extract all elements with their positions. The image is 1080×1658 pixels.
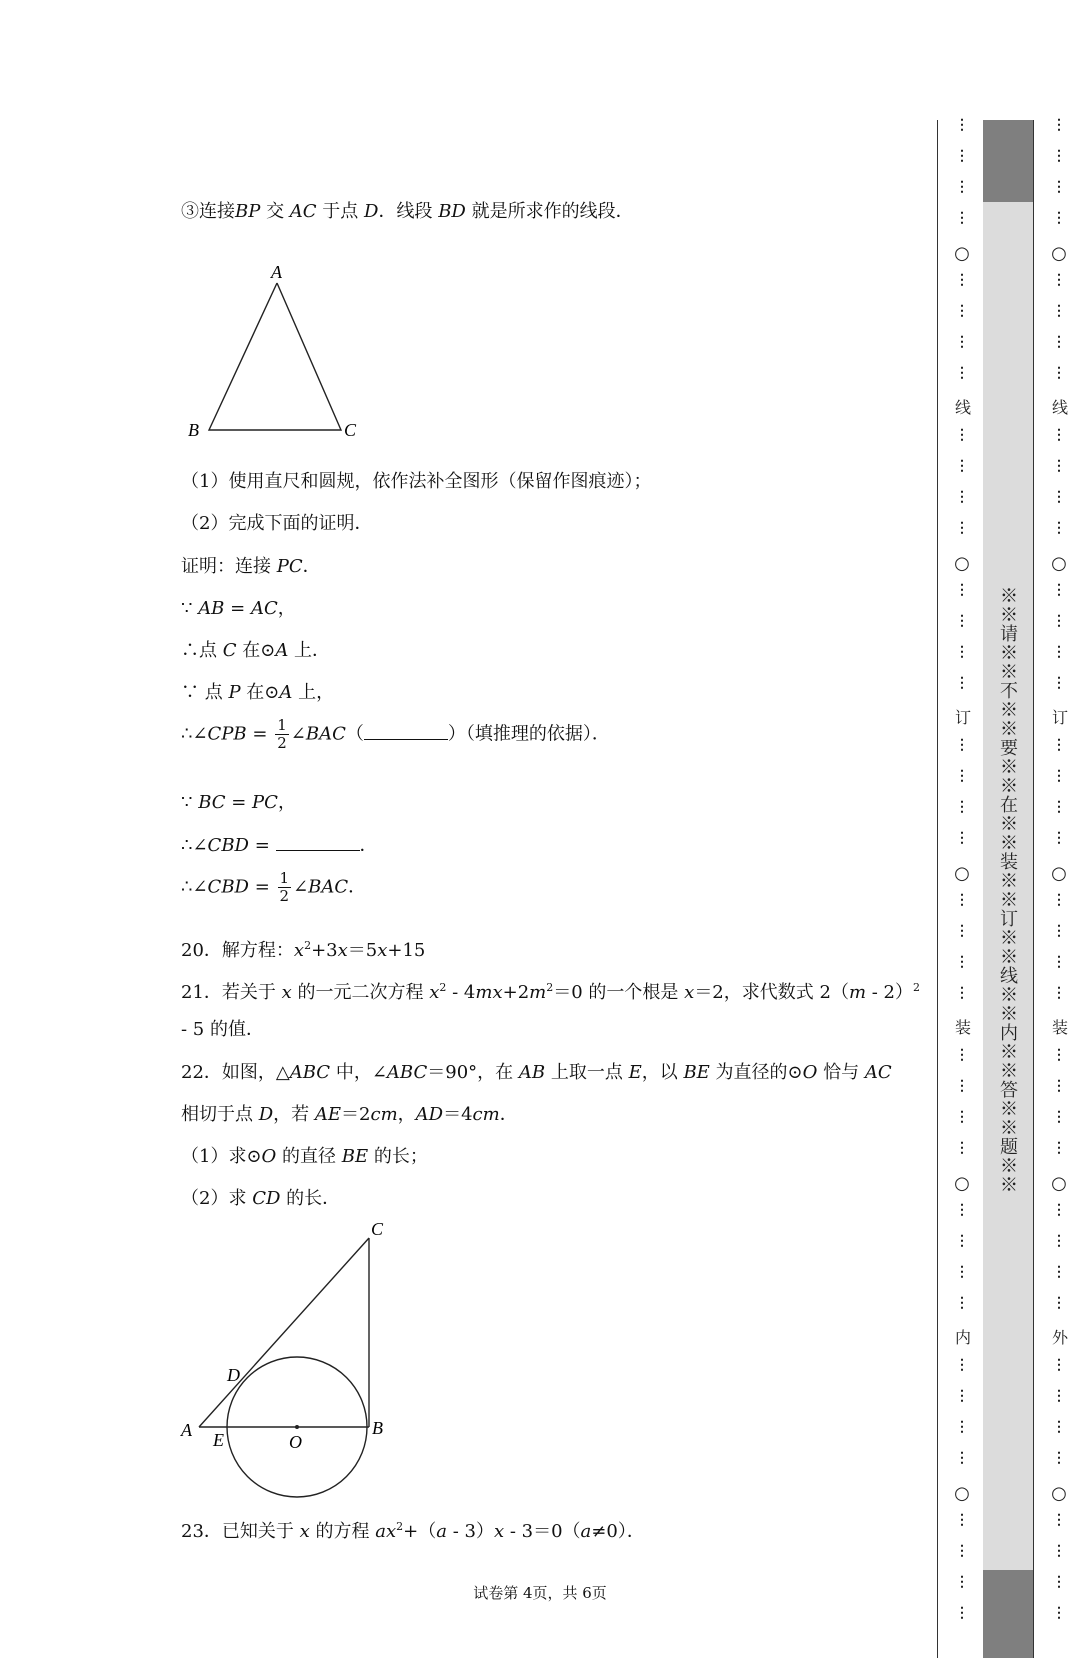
outer-margin-dots: ⋮ [1052, 1450, 1066, 1466]
outer-margin-dots: ⋮ [1052, 1233, 1066, 1249]
inner-margin-dots: ⋮ [955, 1543, 969, 1559]
inner-margin-dots: ⋮ [955, 923, 969, 939]
inner-margin-dots: ⋮ [955, 1078, 969, 1094]
inner-margin-dots: ⋮ [955, 830, 969, 846]
outer-margin-dots: ⋮ [1052, 830, 1066, 846]
fraction-half: $\frac{1}{2}$ [277, 716, 287, 752]
fraction-half: $\frac{1}{2}$ [279, 869, 290, 905]
inner-margin-dots: ⋮ [955, 458, 969, 474]
outer-margin-dots: ⋮ [1052, 210, 1066, 226]
outer-margin-dots: ⋮ [1052, 954, 1066, 970]
outer-margin-dots: ⋮ [1052, 1140, 1066, 1156]
inner-binding-column [947, 117, 977, 1658]
outer-margin-label: 外 [1049, 1329, 1069, 1345]
reason-blank[interactable] [364, 721, 448, 740]
outer-margin-label: 线 [1049, 399, 1069, 415]
inner-margin-dots: ⋮ [955, 1202, 969, 1218]
inner-margin-dots: ⋮ [955, 1419, 969, 1435]
outer-margin-dots: ⋮ [1052, 737, 1066, 753]
inner-margin-dots: ⋮ [955, 210, 969, 226]
outer-margin-circle: ○ [1051, 243, 1067, 264]
outer-margin-dots: ⋮ [1052, 489, 1066, 505]
outer-margin-circle: ○ [1051, 863, 1067, 884]
outer-margin-dots: ⋮ [1052, 1574, 1066, 1590]
outer-margin-label: 装 [1049, 1019, 1069, 1035]
proof-line-2: ∵ AB = AC， [181, 598, 296, 619]
label-o: O [289, 1432, 302, 1452]
outer-margin-circle: ○ [1051, 1173, 1067, 1194]
outer-margin-dots: ⋮ [1052, 1264, 1066, 1280]
outer-margin-dots: ⋮ [1052, 892, 1066, 908]
outer-margin-dots: ⋮ [1052, 613, 1066, 629]
outer-margin-dots: ⋮ [1052, 1605, 1066, 1621]
inner-margin-dots: ⋮ [955, 1574, 969, 1590]
outer-margin-circle: ○ [1051, 553, 1067, 574]
label-c: C [371, 1219, 384, 1239]
outer-margin-dots: ⋮ [1052, 303, 1066, 319]
inner-margin-dots: ⋮ [955, 892, 969, 908]
outer-margin-dots: ⋮ [1052, 1109, 1066, 1125]
outer-margin-dots: ⋮ [1052, 1419, 1066, 1435]
question-23: 23．已知关于 x 的方程 $ax^2+(a - 3)x - 3=0(a\ne 0)$． [181, 1520, 645, 1542]
inner-margin-dots: ⋮ [955, 737, 969, 753]
margin-line-left [937, 120, 938, 1658]
question-21-line-2: - 5 的值． [181, 1019, 264, 1040]
inner-margin-circle: ○ [954, 863, 970, 884]
triangle-abc [209, 283, 341, 430]
proof-line-3: ∴点 C 在⊙A 上． [181, 640, 331, 661]
outer-margin-dots: ⋮ [1052, 1388, 1066, 1404]
outer-margin-dots: ⋮ [1052, 768, 1066, 784]
circle-tangent-figure [175, 1218, 395, 1508]
inner-margin-label: 内 [952, 1329, 972, 1345]
outer-margin-dots: ⋮ [1052, 582, 1066, 598]
inner-margin-dots: ⋮ [955, 954, 969, 970]
outer-margin-dots: ⋮ [1052, 458, 1066, 474]
inner-margin-dots: ⋮ [955, 985, 969, 1001]
label-b: B [372, 1418, 383, 1438]
question-22-part-2: （2）求 CD 的长． [181, 1188, 341, 1209]
angle-blank[interactable] [276, 832, 360, 851]
inner-margin-dots: ⋮ [955, 334, 969, 350]
inner-margin-dots: ⋮ [955, 1264, 969, 1280]
inner-margin-dots: ⋮ [955, 427, 969, 443]
inner-margin-dots: ⋮ [955, 117, 969, 133]
outer-margin-dots: ⋮ [1052, 1202, 1066, 1218]
page-footer: 试卷第 4页，共 6页 [473, 1584, 607, 1602]
inner-margin-dots: ⋮ [955, 644, 969, 660]
inner-margin-label: 线 [952, 399, 972, 415]
vertex-a-label: A [271, 262, 282, 282]
label-e: E [213, 1430, 224, 1450]
proof-line-4: ∵ 点 P 在⊙A 上， [181, 682, 335, 703]
outer-margin-label: 订 [1049, 709, 1069, 725]
inner-margin-dots: ⋮ [955, 1357, 969, 1373]
outer-margin-dots: ⋮ [1052, 1357, 1066, 1373]
label-a: A [181, 1420, 192, 1440]
question-part-2: （2）完成下面的证明． [181, 513, 373, 534]
inner-margin-dots: ⋮ [955, 675, 969, 691]
question-21: 21．若关于 x 的一元二次方程 $x^2 - 4mx+2m^2=0$ 的一个根是 x＝2，求代数式 2（m - 2）$^2$ [181, 981, 921, 1003]
outer-margin-dots: ⋮ [1052, 985, 1066, 1001]
inner-margin-dots: ⋮ [955, 489, 969, 505]
inner-margin-dots: ⋮ [955, 1047, 969, 1063]
outer-margin-dots: ⋮ [1052, 1295, 1066, 1311]
question-22-part-1: （1）求⊙O 的直径 BE 的长； [181, 1146, 428, 1167]
inner-margin-dots: ⋮ [955, 1295, 969, 1311]
inner-margin-dots: ⋮ [955, 1512, 969, 1528]
inner-margin-circle: ○ [954, 1483, 970, 1504]
inner-margin-dots: ⋮ [955, 303, 969, 319]
proof-line-1: 证明：连接 PC． [181, 556, 321, 577]
outer-margin-dots: ⋮ [1052, 1512, 1066, 1528]
question-part-1: （1）使用直尺和圆规，依作法补全图形（保留作图痕迹）； [181, 471, 652, 492]
outer-margin-dots: ⋮ [1052, 923, 1066, 939]
margin-dark-top [983, 120, 1033, 202]
outer-margin-dots: ⋮ [1052, 334, 1066, 350]
outer-margin-dots: ⋮ [1052, 427, 1066, 443]
outer-margin-dots: ⋮ [1052, 148, 1066, 164]
margin-dark-bottom [983, 1570, 1033, 1658]
inner-margin-dots: ⋮ [955, 520, 969, 536]
proof-line-6: ∵ BC = PC， [181, 792, 296, 813]
inner-margin-dots: ⋮ [955, 1450, 969, 1466]
inner-margin-dots: ⋮ [955, 1388, 969, 1404]
inner-margin-dots: ⋮ [955, 179, 969, 195]
inner-margin-dots: ⋮ [955, 768, 969, 784]
outer-margin-dots: ⋮ [1052, 799, 1066, 815]
inner-margin-dots: ⋮ [955, 613, 969, 629]
inner-margin-dots: ⋮ [955, 1140, 969, 1156]
construction-step-3: ③连接BP 交 AC 于点 D．线段 BD 就是所求作的线段． [181, 201, 634, 222]
question-22-line-2: 相切于点 D，若 AE＝2cm，AD＝4cm． [181, 1104, 518, 1125]
inner-margin-dots: ⋮ [955, 1109, 969, 1125]
outer-margin-dots: ⋮ [1052, 365, 1066, 381]
outer-margin-circle: ○ [1051, 1483, 1067, 1504]
inner-margin-label: 装 [952, 1019, 972, 1035]
inner-margin-dots: ⋮ [955, 272, 969, 288]
question-20: 20．解方程：$x^2+3x=5x+15$ [181, 939, 426, 961]
inner-margin-label: 订 [952, 709, 972, 725]
proof-line-5: ∴∠CPB = $\frac{1}{2}$ ∠BAC（ ）（填推理的依据）． [181, 716, 610, 752]
margin-line-right [1033, 120, 1034, 1658]
outer-margin-dots: ⋮ [1052, 1078, 1066, 1094]
inner-margin-circle: ○ [954, 243, 970, 264]
inner-margin-circle: ○ [954, 1173, 970, 1194]
outer-margin-dots: ⋮ [1052, 272, 1066, 288]
outer-margin-dots: ⋮ [1052, 179, 1066, 195]
outer-margin-dots: ⋮ [1052, 675, 1066, 691]
triangle-figure [180, 258, 380, 448]
inner-margin-dots: ⋮ [955, 582, 969, 598]
outer-binding-column [1044, 117, 1074, 1658]
question-22: 22．如图，△ABC 中，∠ABC＝90°，在 AB 上取一点 E，以 BE 为直径的⊙O 恰与 AC [181, 1062, 892, 1083]
outer-margin-dots: ⋮ [1052, 1543, 1066, 1559]
outer-margin-dots: ⋮ [1052, 1047, 1066, 1063]
inner-margin-circle: ○ [954, 553, 970, 574]
inner-margin-dots: ⋮ [955, 365, 969, 381]
inner-margin-dots: ⋮ [955, 1605, 969, 1621]
outer-margin-dots: ⋮ [1052, 644, 1066, 660]
no-answer-warning: ※※请※※不※※要※※在※※装※※订※※线※※内※※答※※题※※ [997, 586, 1018, 1194]
inner-margin-dots: ⋮ [955, 1233, 969, 1249]
inner-margin-dots: ⋮ [955, 148, 969, 164]
inner-margin-dots: ⋮ [955, 799, 969, 815]
vertex-c-label: C [344, 420, 357, 440]
outer-margin-dots: ⋮ [1052, 520, 1066, 536]
proof-line-7: ∴∠CBD = ． [181, 832, 378, 859]
label-d: D [227, 1365, 240, 1385]
vertex-b-label: B [188, 420, 199, 440]
center-point-o [295, 1425, 299, 1429]
segment-ac [199, 1238, 369, 1427]
outer-margin-dots: ⋮ [1052, 117, 1066, 133]
proof-line-8: ∴∠CBD = $\frac{1}{2}$ ∠BAC． [181, 869, 367, 905]
